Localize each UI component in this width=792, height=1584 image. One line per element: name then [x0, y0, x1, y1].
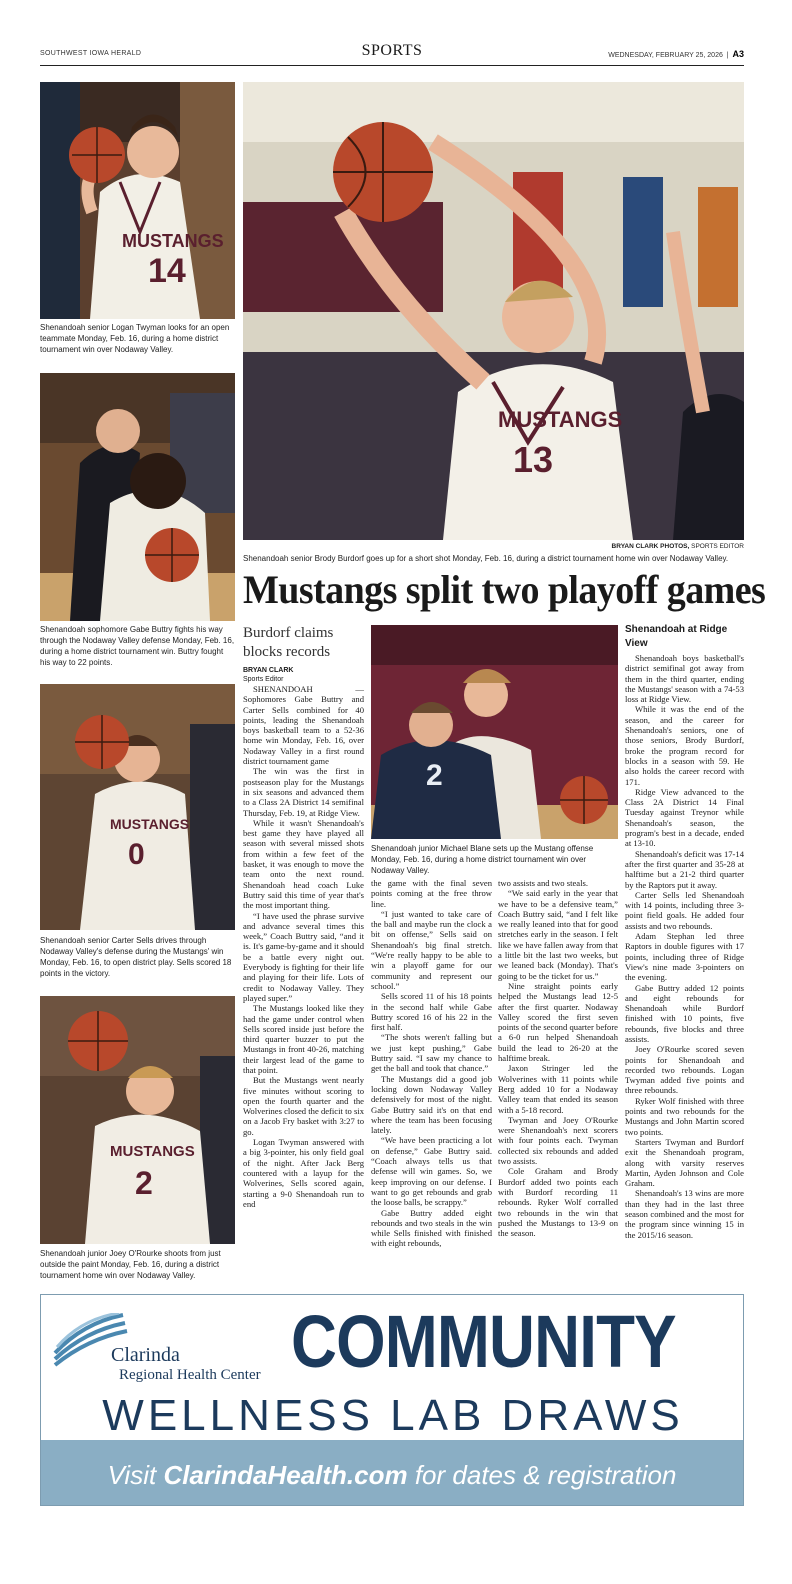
article-paragraph: Jaxon Stringer led the Wolverines with 11 points while Berg added 10 for a Nodaway Valley team that ended its season with a 5-18 record. [498, 1063, 618, 1115]
byline [243, 666, 293, 684]
article-column-4 [625, 653, 744, 1240]
photo-credit [500, 543, 744, 550]
ad-subline: WELLNESS LAB DRAWS [102, 1391, 684, 1440]
article-paragraph: Ridge View advanced to the Class 2A District 14 Final Tuesday against Treynor while Shenandoah's season, the program's best in a decade, ended at 13-10. [625, 786, 744, 849]
ad-visit-post: for dates & registration [407, 1460, 677, 1490]
photo-twyman [40, 82, 235, 319]
article-column-2 [371, 878, 492, 1249]
ad-url-link[interactable]: ClarindaHealth.com [163, 1460, 408, 1490]
article-paragraph: Cole Graham and Brody Burdorf added two points each with Burdorf recording 11 rebounds. Ryker Wolf corralled two rebounds in the win that pushed the Mustangs to 13-9 on the season. [498, 1166, 618, 1239]
caption-twyman: Shenandoah senior Logan Twyman looks for an open teammate Monday, Feb. 16, during a home district tournament win over Nodaway Valley. [40, 323, 230, 354]
article-paragraph: “The shots weren't falling but we just kept pushing,” Gabe Buttry said. “I saw my chance to get the ball and took that chance.” [371, 1032, 492, 1074]
article-paragraph: But the Mustangs went nearly five minutes without scoring to open the fourth quarter and the Wolverines closed the deficit to six on a Jacob Fry basket with 3:27 to go. [243, 1075, 364, 1137]
article-paragraph: Sells scored 11 of his 18 points in the second half while Gabe Buttry scored 16 of his 22 in the first half. [371, 991, 492, 1033]
jersey-number: 13 [513, 439, 554, 480]
caption-blane: Shenandoah junior Michael Blane sets up the Mustang offense Monday, Feb. 16, during a home district tournament win over Nodaway Valley. [371, 844, 594, 875]
article-paragraph: “I just wanted to take care of the ball and maybe run the clock a bit on offense,” Sells said on Shenandoah's big final stretch. “We're really happy to be able to win a playoff game for our community and represent our school.” [371, 908, 492, 991]
caption-orourke: Shenandoah junior Joey O'Rourke shoots from just outside the paint Monday, Feb. 16, during a district tournament home win over Nodaway Valley. [40, 1249, 221, 1280]
article-column-3 [498, 878, 618, 1238]
article-paragraph: The Mustangs did a good job locking down Nodaway Valley defensively for most of the night. Gabe Buttry said it's on that end where the team has been focusing lately. [371, 1073, 492, 1136]
subhead-ridge-view: Shenandoah at Ridge View [625, 624, 728, 649]
ad-logo-name: Clarinda [111, 1344, 180, 1366]
photo-sells [40, 684, 235, 930]
ad-clarinda-health[interactable] [40, 1294, 744, 1506]
masthead [40, 42, 744, 66]
photo-burdorf [243, 82, 744, 540]
credit-role: SPORTS EDITOR [691, 543, 744, 550]
article-paragraph: SHENANDOAH — Sophomores Gabe Buttry and Carter Sells combined for 40 points, leading the Shenandoah boys basketball team to a 52-36 home win Monday, Feb. 16, over Nodaway Valley in a first round district tournament game [243, 684, 364, 767]
article-paragraph: two assists and two steals. [498, 878, 588, 888]
article-paragraph: The Mustangs looked like they had the game under control when Sells scored inside just before the third quarter buzzer to put the Mustangs in front 40-26, matching their largest lead of the game to that point. [243, 1003, 364, 1075]
byline-name: BRYAN CLARK [243, 667, 294, 674]
ad-visit-text [41, 1460, 743, 1491]
section-title: SPORTS [361, 42, 423, 59]
article-paragraph: Gabe Buttry added eight rebounds and two steals in the win while Sells finished with finished with eight rebounds, [371, 1207, 492, 1249]
jersey-number: 2 [135, 1165, 153, 1201]
ad-headline: COMMUNITY [291, 1300, 676, 1383]
article-paragraph: the game with the final seven points coming at the free throw line. [371, 878, 492, 909]
article-paragraph: Carter Sells led Shenandoah with 14 points, including three 3-point field goals. He added four assists and two rebounds. [625, 889, 744, 931]
article-paragraph: Nine straight points early helped the Mustangs lead 12-5 after the first quarter. Nodaway Valley scored the first seven points of the second quarter before a 6-0 run helped Shenandoah build the lead to 26-20 at the halftime break. [498, 980, 618, 1064]
article-paragraph: While it wasn't Shenandoah's best game they have played all season with several missed shots from within a few feet of the basket, it was enough to move the team onto the next round. Shenandoah head coach Luke Buttry said this time of year that's the most important thing. [243, 817, 364, 911]
article-paragraph: “We have been practicing a lot on defense,” Gabe Buttry said. “Coach always tells us that defense will win games. So, we keep improving on our defense. I want to go get rebounds and grab the loose balls, be scrappy.” [371, 1135, 492, 1208]
article-paragraph: Gabe Buttry added 12 points and eight rebounds for Shenandoah while Burdorf finished with 10 points, five rebounds, five blocks and three assists. [625, 982, 744, 1044]
jersey-number: 0 [128, 838, 145, 871]
article-paragraph: Adam Stephan led three Raptors in double figures with 17 points, including three of Ridge View's nine made 3-pointers on the evening. [625, 931, 744, 983]
deck: Burdorf claims blocks records [243, 625, 334, 660]
credit-name: BRYAN CLARK PHOTOS, [611, 543, 690, 550]
article-paragraph: “We said early in the year that we have to be a defensive team,” Coach Buttry said, “and I felt like we really leaned into that for good stretches early in the season. I felt like we have fallen away from that a little bit the last two weeks, but we leaned back (Monday). That's going to be the ticket for us.” [498, 888, 618, 981]
photo-orourke [40, 996, 235, 1244]
ad-band [41, 1440, 743, 1505]
article-paragraph: Starters Twyman and Burdorf exit the Shenandoah program, along with varsity reserves Martin, Ayden Johnson and Cole Graham. [625, 1136, 744, 1189]
article-paragraph: Shenandoah boys basketball's district semifinal got away from them in the third quarter, ending the Mustangs' season with a 74-53 loss at Ridge View. [625, 653, 744, 705]
article-paragraph: Joey O'Rourke scored seven points for Shenandoah and recorded two rebounds. Logan Twyman added five points and three rebounds. [625, 1044, 744, 1096]
jersey-number: 14 [148, 252, 186, 290]
article-paragraph: “I have used the phrase survive and advance several times this week,” Coach Buttry said, “and it is. It's game-by-game and it should be a battle every night out. Everybody is fighting for their life and playing for their life. Lots of credit to Nodaway Valley. They played super.” [243, 910, 364, 1003]
article-paragraph: While it was the end of the season, and the career for Shenandoah's seniors, one of those seniors, Brody Burdorf, broke the program record for blocks in a season with 59. He also holds the career record with 171. [625, 704, 744, 787]
jersey-number: 2 [426, 759, 443, 792]
issue-date: WEDNESDAY, FEBRUARY 25, 2026 [608, 52, 723, 59]
jersey-word: MUSTANGS [122, 231, 224, 251]
article-paragraph: Logan Twyman answered with a big 3-pointer, his only field goal of the night. After Jack Berg countered with a layup for the Wolverines, Sells scored again, starting a 9-0 Shenandoah run to end [243, 1137, 364, 1209]
ad-visit-pre: Visit [107, 1460, 164, 1490]
caption-sells: Shenandoah senior Carter Sells drives through Nodaway Valley's defense during the Mustangs' win Monday, Feb. 16, to open district play. Sells scored 18 points in the victory. [40, 936, 232, 978]
article-paragraph: Ryker Wolf finished with three points and two rebounds for the Mustangs and John Martin scored two points. [625, 1095, 744, 1137]
article-paragraph: Shenandoah's deficit was 17-14 after the first quarter and 35-28 at halftime but a 21-2 third quarter by the Raptors put it away. [625, 848, 744, 890]
photo-blane [371, 625, 618, 839]
page-number: A3 [732, 49, 744, 59]
article-column-1 [243, 684, 364, 1209]
article-paragraph: Shenandoah's 13 wins are more than they had in the last three season combined and the most for the program since winning 15 in the 2015/16 season. [625, 1188, 744, 1240]
article-paragraph: Twyman and Joey O'Rourke were Shenandoah's next scorers with four points each. Twyman collected six rebounds and added two assists. [498, 1114, 618, 1167]
jersey-word: MUSTANGS [110, 816, 190, 832]
caption-buttry: Shenandoah sophomore Gabe Buttry fights his way through the Nodaway Valley defense Monday, Feb. 16, during a home district tournament win. Buttry fought his way to 22 points. [40, 625, 235, 667]
jersey-word: MUSTANGS [498, 407, 623, 432]
headline: Mustangs split two playoff games [243, 567, 766, 612]
paper-name: SOUTHWEST IOWA HERALD [40, 50, 142, 57]
byline-role: Sports Editor [243, 676, 284, 683]
jersey-word: MUSTANGS [110, 1143, 195, 1160]
ad-logo-sub: Regional Health Center [119, 1367, 261, 1383]
caption-burdorf: Shenandoah senior Brody Burdorf goes up for a short shot Monday, Feb. 16, during a district tournament home win over Nodaway Valley. [243, 554, 729, 563]
photo-buttry [40, 373, 235, 621]
article-paragraph: The win was the first in postseason play for the Mustangs in six seasons and advanced them to a Class 2A District 14 semifinal Thursday, Feb. 19, at Ridge View. [243, 766, 364, 818]
date-page: WEDNESDAY, FEBRUARY 25, 2026 | A3 [608, 49, 744, 59]
